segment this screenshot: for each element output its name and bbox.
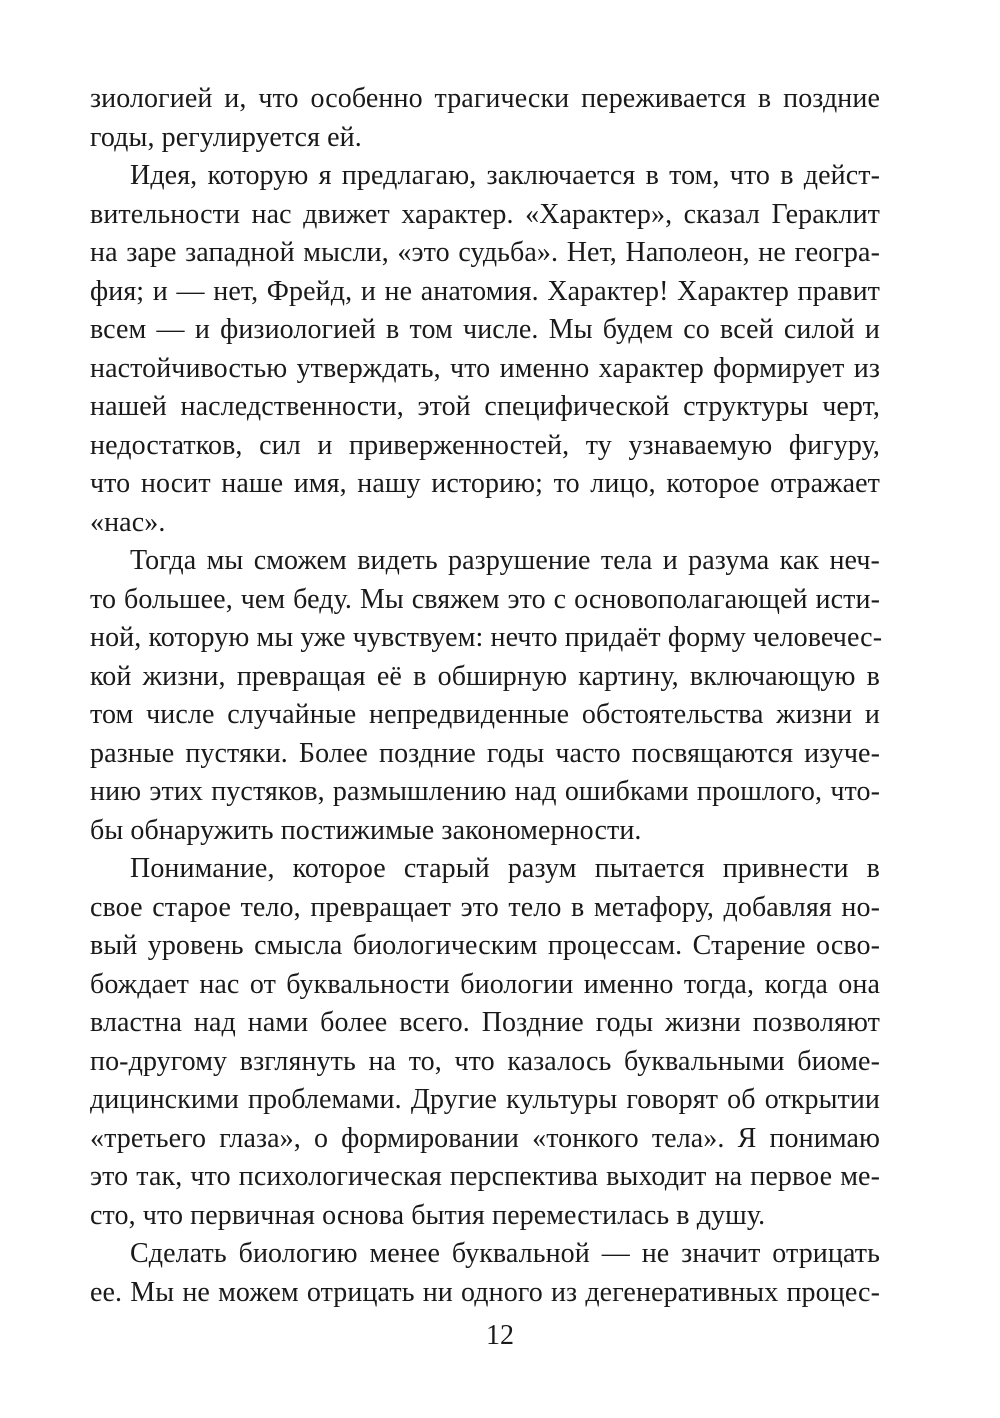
text-line: бождает нас от буквальности биологии именно тогда, когда она <box>90 968 880 1000</box>
text-line: «нас». <box>90 506 166 538</box>
paragraph <box>90 850 880 1235</box>
text-line: настойчивостью утверждать, что именно характер формирует из <box>90 352 880 384</box>
text-line: недостатков, сил и приверженностей, ту узнаваемую фигуру, <box>90 429 880 461</box>
paragraph <box>90 80 880 157</box>
text-line: кой жизни, превращая её в обширную картину, включающую в <box>90 660 880 692</box>
text-line: «третьего глаза», о формировании «тонкого тела». Я понимаю <box>90 1122 880 1154</box>
text-line: нию этих пустяков, размышлению над ошибками прошлого, что- <box>90 776 880 807</box>
text-line: разные пустяки. Более поздние годы часто посвящаются изуче- <box>90 737 880 769</box>
text-line: это так, что психологическая перспектива выходит на первое ме- <box>90 1161 880 1192</box>
page-number: 12 <box>486 1320 514 1351</box>
page-body <box>90 80 883 1312</box>
text-line: дицинскими проблемами. Другие культуры говорят об открытии <box>90 1084 880 1115</box>
text-line: ной, которую мы уже чувствуем: нечто придаёт форму человечес- <box>90 622 883 653</box>
text-line: сто, что первичная основа бытия переместилась в душу. <box>90 1199 766 1231</box>
text-line: свое старое тело, превращает это тело в метафору, добавляя но- <box>90 891 880 923</box>
text-line: на заре западной мысли, «это судьба». Нет, Наполеон, не геогра- <box>90 237 880 268</box>
text-line: Понимание, которое старый разум пытается привнести в <box>130 853 880 884</box>
text-line: ее. Мы не можем отрицать ни одного из дегенеративных процес- <box>90 1276 880 1308</box>
text-line: нашей наследственности, этой специфической структуры черт, <box>90 391 880 422</box>
text-line: по-другому взглянуть на то, что казалось буквальными биоме- <box>90 1045 880 1077</box>
text-line: то большее, чем беду. Мы свяжем это с основополагающей исти- <box>90 583 880 615</box>
text-line: Сделать биологию менее буквальной — не значит отрицать <box>130 1238 880 1269</box>
text-line: вый уровень смысла биологическим процессам. Старение осво- <box>90 930 880 961</box>
text-line: Идея, которую я предлагаю, заключается в том, что в дейст- <box>130 160 880 191</box>
paragraph <box>90 157 880 542</box>
text-line: вительности нас движет характер. «Характер», сказал Гераклит <box>90 198 880 230</box>
text-line: фия; и — нет, Фрейд, и не анатомия. Характер! Характер правит <box>90 275 880 307</box>
text-line: что носит наше имя, нашу историю; то лицо, которое отражает <box>90 468 880 499</box>
paragraph <box>90 542 883 850</box>
text-line: всем — и физиологией в том числе. Мы будем со всей силой и <box>90 314 880 345</box>
paragraph <box>90 1235 880 1312</box>
text-line: Тогда мы сможем видеть разрушение тела и разума как неч- <box>130 545 880 576</box>
text-line: годы, регулируется ей. <box>90 121 362 153</box>
text-line: зиологией и, что особенно трагически переживается в поздние <box>90 83 880 114</box>
text-line: том числе случайные непредвиденные обстоятельства жизни и <box>90 699 880 730</box>
text-line: властна над нами более всего. Поздние годы жизни позволяют <box>90 1007 880 1038</box>
text-line: бы обнаружить постижимые закономерности. <box>90 814 642 846</box>
